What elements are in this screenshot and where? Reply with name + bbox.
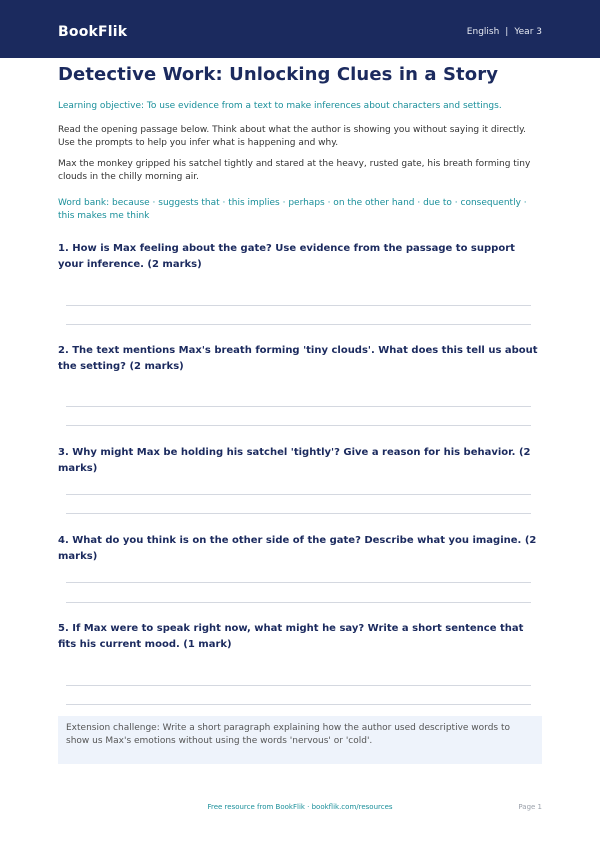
page-title: Detective Work: Unlocking Clues in a Story <box>58 64 499 85</box>
word-bank: Word bank: because · suggests that · this implies · perhaps · on the other hand · due to · consequently · this makes me think <box>58 198 527 221</box>
answer-line[interactable] <box>66 494 531 495</box>
answer-line[interactable] <box>66 406 531 407</box>
answer-line[interactable] <box>66 305 531 306</box>
answer-line[interactable] <box>66 602 531 603</box>
question-4: 4. What do you think is on the other side of the gate? Describe what you imagine. (2 marks) <box>58 535 537 562</box>
answer-line[interactable] <box>66 513 531 514</box>
question-3: 3. Why might Max be holding his satchel 'tightly'? Give a reason for his behavior. (2 marks) <box>58 447 531 474</box>
year-label: Year 3 <box>514 27 542 37</box>
answer-line[interactable] <box>66 582 531 583</box>
meta-separator: | <box>505 27 509 37</box>
answer-line[interactable] <box>66 685 531 686</box>
header-bar <box>0 0 600 58</box>
subject-label: English <box>466 27 500 37</box>
answer-line[interactable] <box>66 324 531 325</box>
learning-objective: Learning objective: To use evidence from a text to make inferences about characters and settings. <box>58 101 502 111</box>
question-1: 1. How is Max feeling about the gate? Use evidence from the passage to support your inference. (2 marks) <box>58 243 515 270</box>
footer-link[interactable]: Free resource from BookFlik · bookflik.com/resources <box>207 803 393 811</box>
page-number: Page 1 <box>518 803 542 811</box>
question-2: 2. The text mentions Max's breath forming 'tiny clouds'. What does this tell us about the setting? (2 marks) <box>58 345 538 372</box>
story-passage: Max the monkey gripped his satchel tightly and stared at the heavy, rusted gate, his breath forming tiny clouds in the chilly morning air. <box>58 159 531 182</box>
answer-line[interactable] <box>66 704 531 705</box>
intro-text: Read the opening passage below. Think about what the author is showing you without saying it directly. Use the prompts to help you infer what is happening and why. <box>58 125 527 148</box>
question-5: 5. If Max were to speak right now, what might he say? Write a short sentence that fits his current mood. (1 mark) <box>58 623 524 650</box>
answer-line[interactable] <box>66 425 531 426</box>
brand-logo[interactable]: BookFlik <box>58 24 128 40</box>
subject-meta <box>467 27 542 37</box>
extension-challenge: Extension challenge: Write a short paragraph explaining how the author used descriptive words to show us Max's emotions without using the words 'nervous' or 'cold'. <box>58 716 542 764</box>
